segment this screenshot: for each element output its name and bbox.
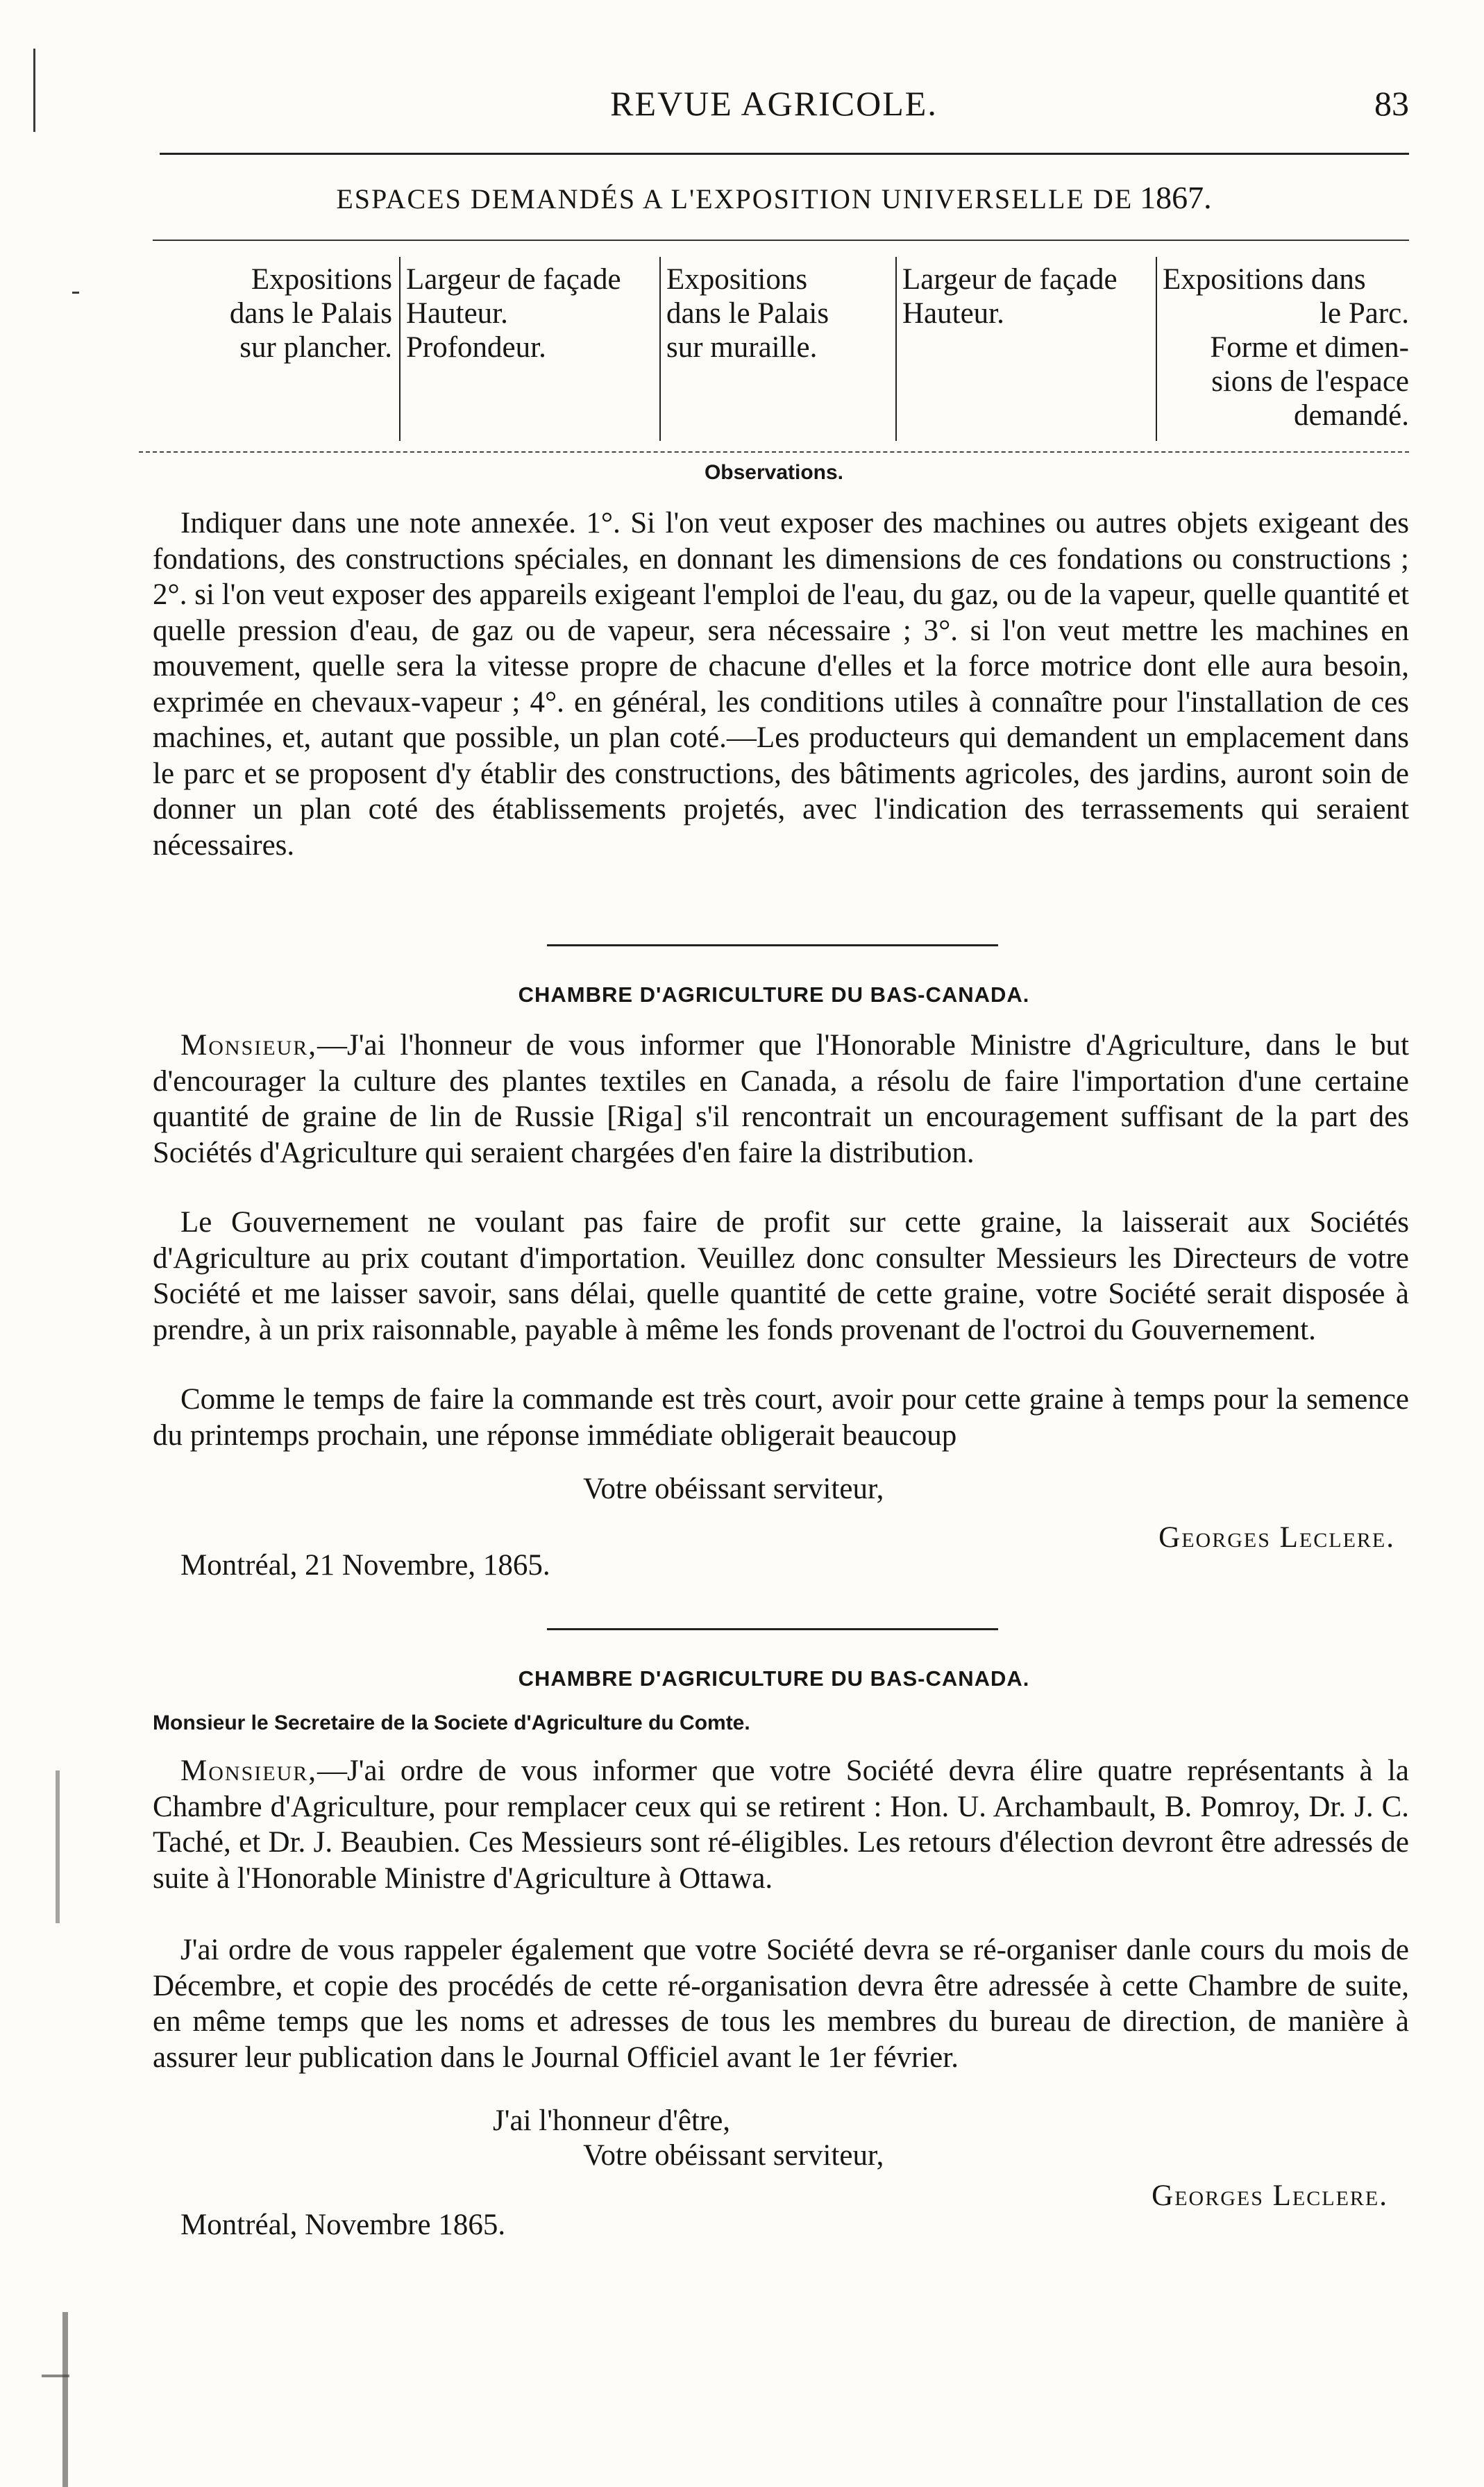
exhibition-year: 1867. <box>1140 180 1212 215</box>
letter2-paragraph-2: J'ai ordre de vous rappeler également que votre Société devra se ré-organiser danle cours du mois de Décembre, et copie des procédés de cette ré-organisation devra être adressée à cette Chambre de suite, en même temps que les noms et adresses de tous les membres du bureau de direction, de manière à assurer leur publication dans le Journal Officiel avant le 1er février. <box>153 1934 1409 2074</box>
page-number: 83 <box>1374 84 1409 123</box>
letter2-addressee: Monsieur le Secretaire de la Societe d'Agriculture du Comte. <box>153 1711 750 1734</box>
scan-mark <box>62 2312 68 2487</box>
column-text: Hauteur. <box>406 297 508 330</box>
letter1-signature: Georges Leclere. <box>1158 1521 1395 1554</box>
letter1-paragraph-1 <box>153 1028 1409 1171</box>
column-text: dans le Palais <box>666 297 829 330</box>
letter2-heading: CHAMBRE D'AGRICULTURE DU BAS-CANADA. <box>518 1666 1030 1691</box>
exhibition-title-text: ESPACES DEMANDÉS A L'EXPOSITION UNIVERSELLE DE <box>336 183 1133 215</box>
column-text: Largeur de façade <box>406 263 621 296</box>
observations-title: Observations. <box>704 461 844 484</box>
table-top-rule <box>153 240 1409 241</box>
journal-title: REVUE AGRICOLE. <box>610 84 938 123</box>
letter2-signature: Georges Leclere. <box>1152 2179 1388 2212</box>
column-divider <box>1156 257 1157 441</box>
column-text: Largeur de façade <box>902 263 1118 296</box>
letter1-paragraph-2: Le Gouvernement ne voulant pas faire de profit sur cette graine, la laisserait aux Sociétés d'Agriculture au prix coutant d'importation. Veuillez donc consulter Messieurs les Directeurs de votre Société et me laisser savoir, sans délai, quelle quantité de cette graine, votre Société serait disposée à prendre, à un prix raisonnable, payable à même les fonds provenant de l'octroi du Gouvernement. <box>153 1206 1409 1346</box>
letter1-heading: CHAMBRE D'AGRICULTURE DU BAS-CANADA. <box>518 982 1030 1007</box>
letter2-para1-text: —J'ai ordre de vous informer que votre Société devra élire quatre représentants à la Chambre d'Agriculture, pour remplacer ceux qui se retirent : Hon. U. Archambault, B. Pomroy, Dr. J. C. Taché, et Dr. J. Beaubien. Ces Messieurs sont ré-éligibles. Les retours d'élection devront être adressés de suite à l'Honorable Ministre d'Agriculture à Ottawa. <box>153 1755 1409 1895</box>
document-page <box>139 0 1409 2487</box>
scan-mark <box>72 292 79 294</box>
column-text: Expositions <box>251 263 392 296</box>
letter2-date: Montréal, Novembre 1865. <box>180 2209 506 2241</box>
letter1-salutation: Monsieur, <box>180 1029 317 1062</box>
column-divider <box>399 257 400 441</box>
letter2-paragraph-1 <box>153 1753 1409 1896</box>
column-text: le Parc. <box>1319 297 1409 330</box>
letter1-para1-text: —J'ai l'honneur de vous informer que l'Honorable Ministre d'Agriculture, dans le but d'encourager la culture des plantes textiles en Canada, a résolu de faire l'importation d'une certaine quantité de graine de lin de Russie [Riga] s'il rencontrait un encouragement suffisant de la part des Sociétés d'Agriculture qui seraient chargées d'en faire la distribution. <box>153 1029 1409 1169</box>
column-text: sions de l'espace <box>1211 365 1409 398</box>
column-text: dans le Palais <box>229 297 392 330</box>
letter2-closing-1: J'ai l'honneur d'être, <box>493 2104 731 2137</box>
scan-mark <box>56 1770 60 1923</box>
column-divider <box>895 257 897 441</box>
running-header <box>139 83 1409 132</box>
letter1-paragraph-3: Comme le temps de faire la commande est très court, avoir pour cette graine à temps pour la semence du printemps prochain, une réponse immédiate obligerait beaucoup <box>153 1383 1409 1452</box>
table-column-3 <box>666 262 902 365</box>
column-divider <box>659 257 661 441</box>
section-divider <box>547 1628 998 1630</box>
exhibition-title <box>139 179 1409 216</box>
table-column-4 <box>902 262 1173 330</box>
observations-paragraph: Indiquer dans une note annexée. 1°. Si l'on veut exposer des machines ou autres objets exigeant des fondations, des constructions spéciales, en donnant les dimensions de ces fondations ou constructions ; 2°. si l'on veut exposer des appareils exigeant l'emploi de l'eau, du gaz, ou de la vapeur, quelle quantité et quelle pression d'eau, de gaz ou de vapeur, sera nécessaire ; 3°. si l'on veut mettre les machines en mouvement, quelle sera la vitesse propre de chacune d'elles et la force motrice dont elle aura besoin, exprimée en chevaux-vapeur ; 4°. en général, les conditions utiles à connaître pour l'installation de ces machines, et, autant que possible, un plan coté.—Les producteurs qui demandent un emplacement dans le parc et se proposent d'y établir des constructions, des bâtiments agricoles, des jardins, auront soin de donner un plan coté des établissements projetés, avec l'indication des terrassements qui seraient nécessaires. <box>153 507 1409 862</box>
table-column-5 <box>1163 262 1409 433</box>
column-text: Expositions <box>666 263 808 296</box>
column-text: Hauteur. <box>902 297 1004 330</box>
column-text: demandé. <box>1294 399 1409 432</box>
scan-mark <box>33 49 35 132</box>
section-divider <box>547 944 998 946</box>
column-text: Profondeur. <box>406 331 546 364</box>
column-text: sur muraille. <box>666 331 818 364</box>
table-bottom-rule <box>139 451 1409 453</box>
letter1-date: Montréal, 21 Novembre, 1865. <box>180 1549 550 1582</box>
column-text: Forme et dimen- <box>1210 331 1409 364</box>
column-text: sur plancher. <box>239 331 392 364</box>
header-rule <box>160 153 1409 155</box>
scan-mark <box>42 2375 69 2377</box>
column-text: Expositions dans <box>1163 263 1366 296</box>
table-column-2 <box>406 262 684 365</box>
letter2-salutation: Monsieur, <box>180 1755 317 1787</box>
letter2-closing-2: Votre obéissant serviteur, <box>583 2139 884 2172</box>
table-column-1 <box>153 262 392 365</box>
letter1-closing: Votre obéissant serviteur, <box>583 1473 884 1505</box>
